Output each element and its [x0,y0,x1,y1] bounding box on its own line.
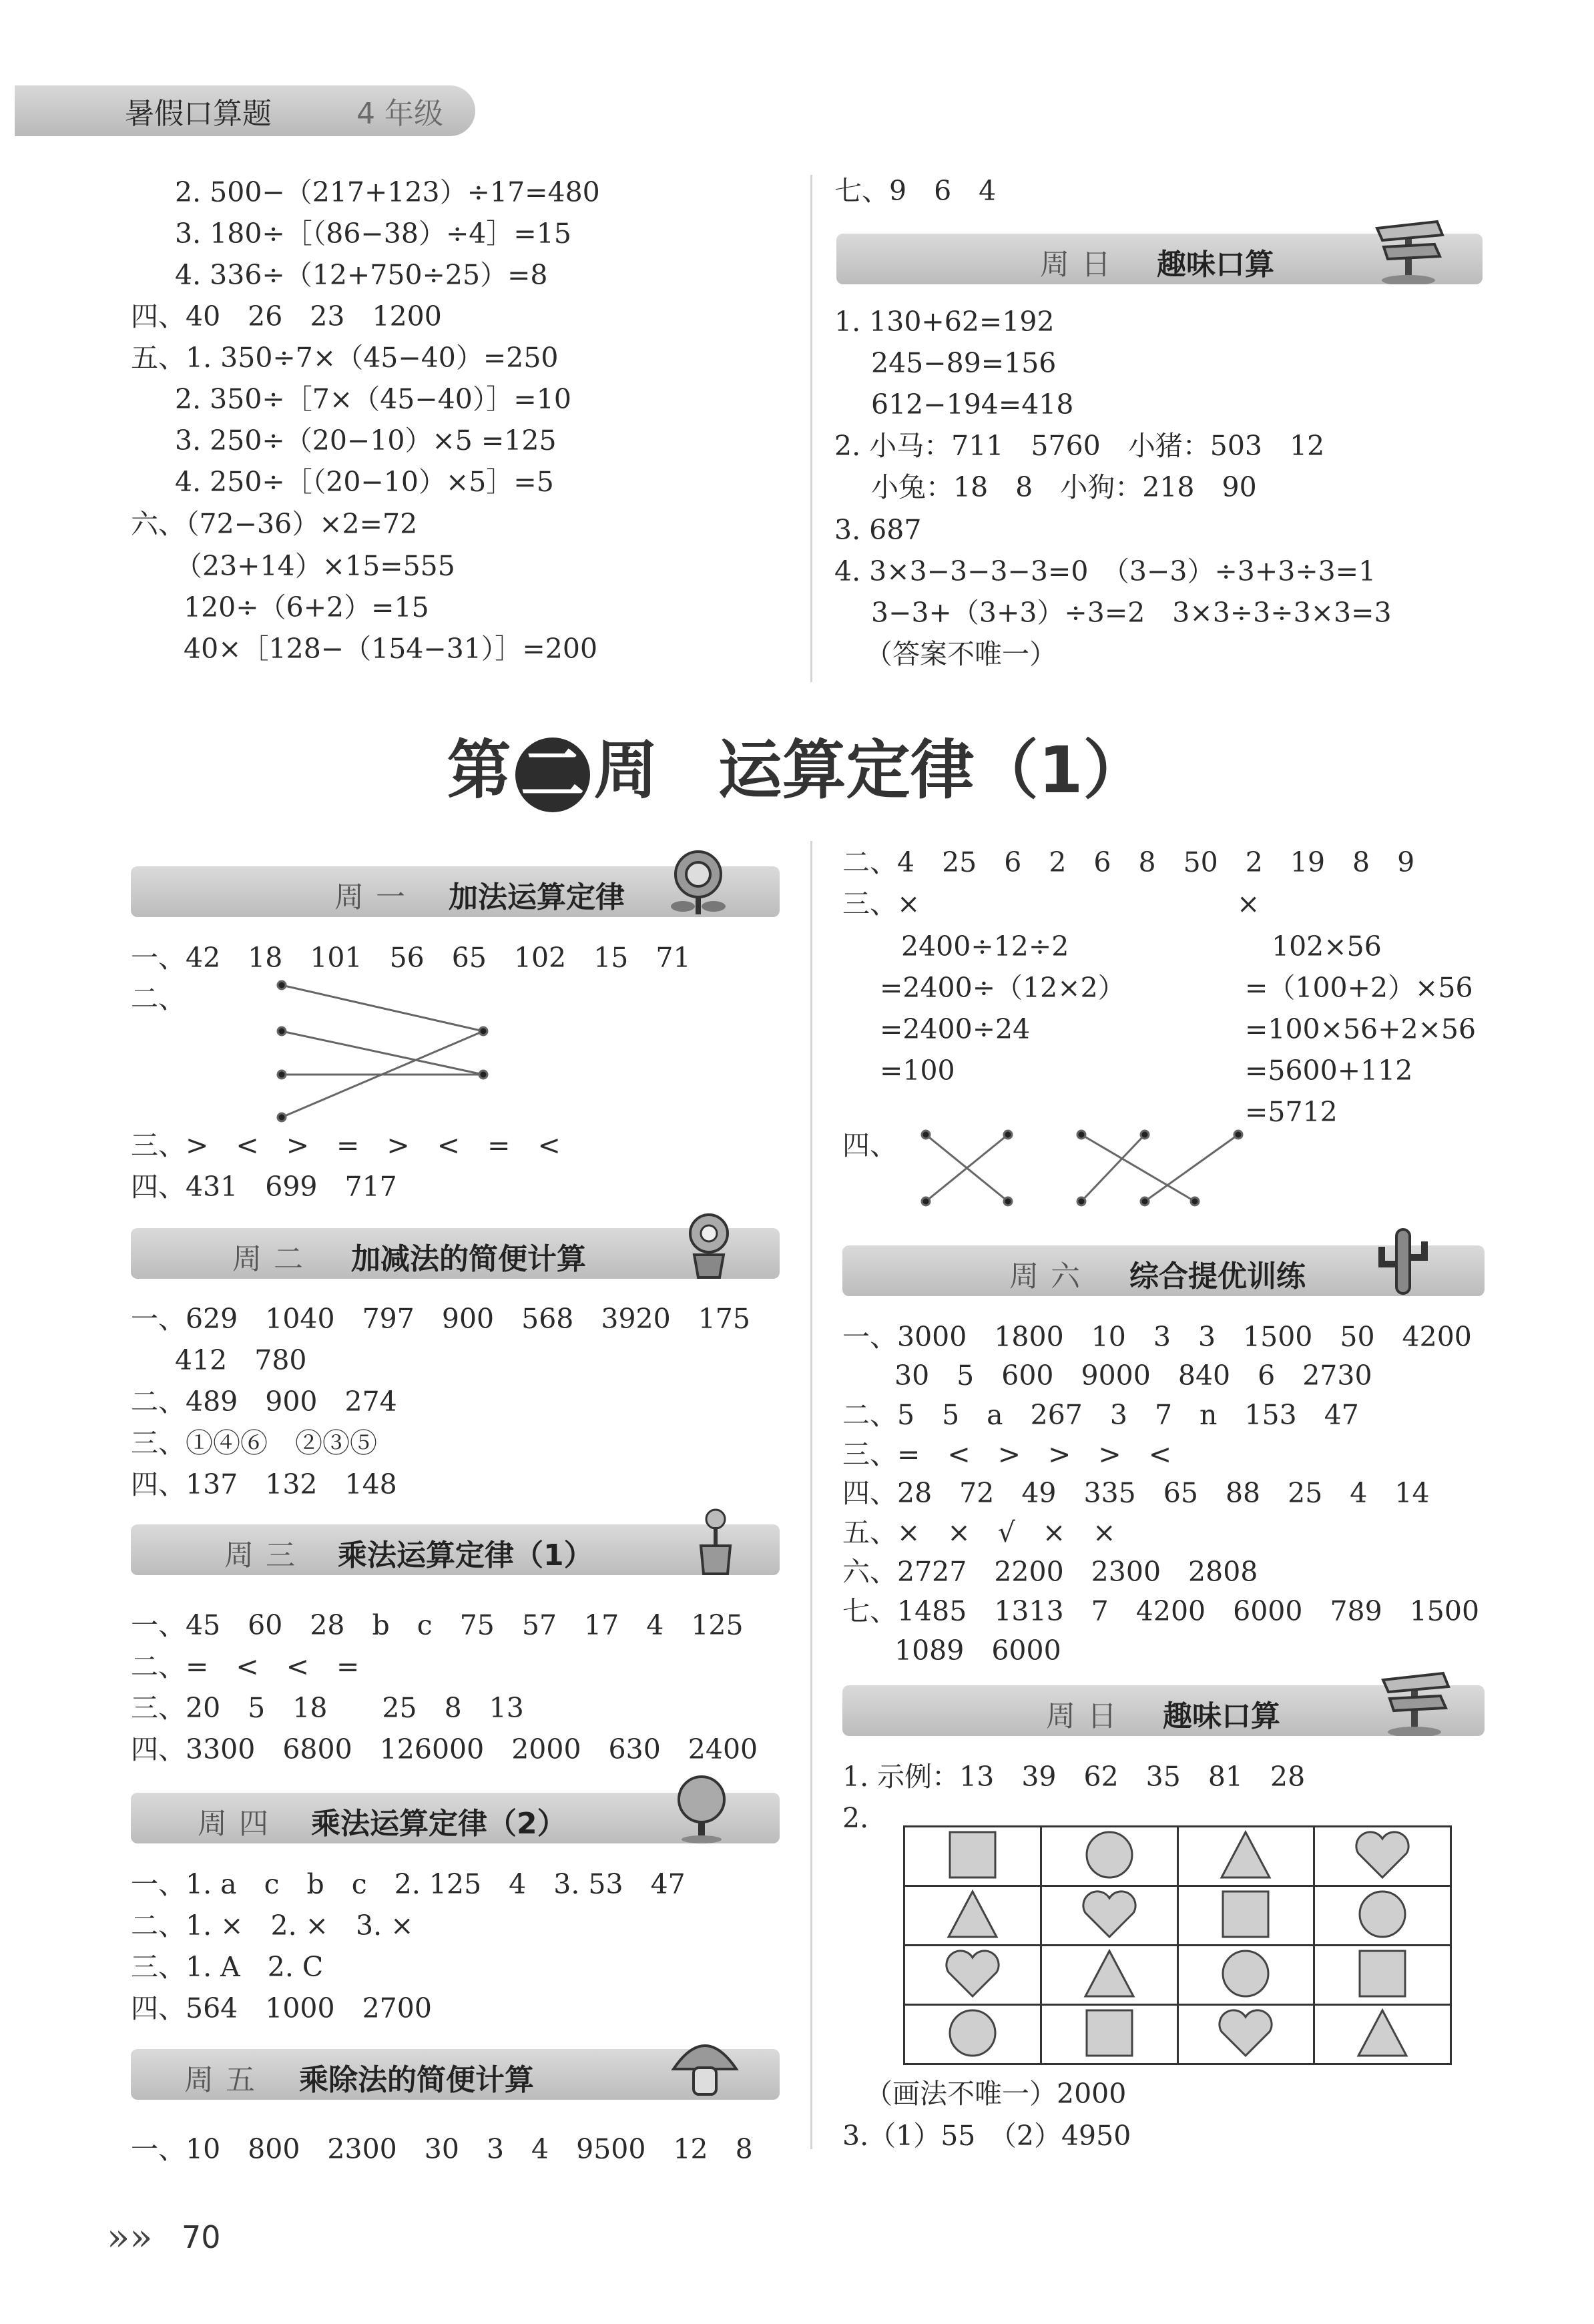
answer-line: （画法不唯一）2000 [865,2078,1127,2110]
grid-cell [1314,1946,1451,2005]
chapter-title [0,719,1594,812]
banner-sunday-1 [836,234,1483,284]
answer-line: 2. 350÷［7×（45−40）］=10 [175,383,571,415]
answer-line: 三、× [842,888,920,920]
grid-cell [1314,1886,1451,1946]
answer-line: =（100+2）×56 [1245,972,1473,1004]
grid-cell [1041,2005,1177,2064]
triangle-shape [1081,1947,1137,2000]
flower-pot-icon [677,1211,741,1280]
chapter-prefix: 第 [447,733,511,808]
answer-line: =5600+112 [1245,1055,1413,1087]
triangle-shape [1354,2006,1410,2060]
answer-line: 四、40 26 23 1200 [131,300,442,332]
grid-cell [904,2005,1041,2064]
answer-line: 245−89=156 [871,347,1057,379]
answer-line: × [1237,888,1260,920]
chevrons-icon: »» [107,2216,153,2259]
header-tab [15,85,475,136]
heart-shape [942,1947,1003,2000]
answer-line: 2. 小马：711 5760 小猪：503 12 [834,430,1325,462]
answer-line: =2400÷（12×2） [880,972,1125,1004]
grid-cell [1177,1946,1314,2005]
grid-cell [1177,2005,1314,2064]
banner-day: 周日 [1040,248,1123,282]
banner-wednesday [131,1524,780,1575]
answer-line: 四、28 72 49 335 65 88 25 4 14 [842,1477,1430,1509]
answer-line: =2400÷24 [880,1013,1031,1045]
grid-cell [1177,1886,1314,1946]
column-divider-bottom [810,841,812,2149]
banner-title: 乘除法的简便计算 [299,2063,534,2097]
answer-line: 二、1. × 2. × 3. × [131,1910,414,1942]
answer-line: 七、1485 1313 7 4200 6000 789 1500 [842,1595,1480,1627]
answer-line: =5712 [1245,1096,1338,1128]
answer-line: （答案不唯一） [865,638,1057,670]
answer-line: 七、9 6 4 [834,175,997,207]
grid-cell [1041,1946,1177,2005]
circle-shape [1219,1947,1272,2000]
answer-line: 二、5 5 a 267 3 7 n 153 47 [842,1399,1359,1431]
answer-line: 四、564 1000 2700 [131,1992,432,2024]
banner-thursday [131,1793,780,1843]
answer-line: 四、137 132 148 [131,1468,397,1500]
column-divider-top [810,175,812,682]
grid-cell [904,1827,1041,1886]
answer-line: 五、× × √ × × [842,1516,1116,1548]
grid-cell [1314,1827,1451,1886]
answer-line: 4. 336÷（12+750÷25）=8 [175,259,548,291]
answer-line: 30 5 600 9000 840 6 2730 [894,1360,1372,1392]
answer-line: 40×［128−（154−31）］=200 [184,633,598,665]
heart-shape [1079,1887,1140,1941]
signpost-icon [1370,212,1450,284]
grid-cell [1041,1827,1177,1886]
banner-day: 周四 [198,1807,280,1841]
answer-line: 一、1. a c b c 2. 125 4 3. 53 47 [131,1868,686,1900]
matching-lines-diagram [274,976,494,1136]
answer-line: 102×56 [1272,930,1382,962]
banner-day: 周二 [232,1242,315,1276]
answer-line: 2. 500−（217+123）÷17=480 [175,176,600,208]
chapter-topic: 运算定律（1） [718,733,1147,808]
grade-label: 4 年级 [356,97,443,131]
answer-line: 4. 3×3−3−3−3=0 （3−3）÷3+3÷3=1 [834,555,1376,587]
banner-day: 周五 [184,2063,267,2097]
answer-line: 120÷（6+2）=15 [184,591,429,623]
answer-line: =100×56+2×56 [1245,1013,1477,1045]
heart-shape [1215,2006,1276,2060]
shape-grid [903,1825,1452,2050]
answer-line: 412 780 [175,1344,307,1376]
answer-line: 3−3+（3+3）÷3=2 3×3÷3÷3×3=3 [871,597,1392,629]
answer-line: 1. 示例：13 39 62 35 81 28 [842,1761,1306,1793]
banner-sunday-2 [842,1685,1485,1736]
square-shape [946,1828,999,1881]
answer-line: 2. [842,1802,869,1834]
answer-line: 一、629 1040 797 900 568 3920 175 [131,1303,750,1335]
grid-cell [1314,2005,1451,2064]
banner-day: 周三 [224,1538,307,1572]
answer-line: 小兔：18 8 小狗：218 90 [871,471,1257,503]
answer-line: 1089 6000 [894,1635,1061,1667]
answer-line: 二、= < < = [131,1651,360,1683]
banner-title: 趣味口算 [1157,248,1274,282]
banner-tuesday [131,1228,780,1279]
answer-line: 4. 250÷［（20−10）×5］=5 [175,466,554,498]
cross-lines-diagram [918,1125,1265,1212]
square-shape [1083,2006,1136,2060]
grid-cell [904,1886,1041,1946]
answer-line: 二、4 25 6 2 6 8 50 2 19 8 9 [842,846,1415,878]
answer-line: 二、 [131,982,186,1014]
answer-line: 3. 250÷（20−10）×5 =125 [175,424,557,457]
answer-line: 1. 130+62=192 [834,306,1055,338]
answer-line: 一、45 60 28 b c 75 57 17 4 125 [131,1609,744,1641]
answer-line: 三、1. A 2. C [131,1951,324,1983]
answer-line: 一、42 18 101 56 65 102 15 71 [131,942,691,974]
triangle-shape [1218,1828,1274,1881]
circle-shape [1083,1828,1136,1881]
square-shape [1219,1887,1272,1941]
answer-line: 三、> < > = > < = < [131,1129,561,1161]
answer-line: 3.（1）55 （2）4950 [842,2120,1131,2152]
answer-line: 五、1. 350÷7×（45−40）=250 [131,342,559,374]
heart-shape [1352,1828,1413,1881]
answer-line: 四、431 699 717 [131,1171,397,1203]
answer-line: 三、20 5 18 25 8 13 [131,1692,524,1724]
banner-title: 乘法运算定律（1） [338,1538,593,1572]
banner-day: 周日 [1046,1699,1129,1733]
banner-title: 乘法运算定律（2） [311,1807,567,1841]
square-shape [1356,1947,1409,2000]
banner-saturday [842,1245,1485,1296]
circle-shape [946,2006,999,2060]
banner-title: 趣味口算 [1163,1699,1280,1733]
answer-line: 六、2727 2200 2300 2808 [842,1556,1258,1588]
answer-line: 三、= < > > > < [842,1438,1172,1470]
mushroom-icon [668,2029,742,2100]
banner-monday [131,866,780,917]
answer-line: 3. 687 [834,514,922,546]
cactus-icon [1371,1224,1435,1296]
answer-line: 612−194=418 [871,388,1074,420]
answer-line: 六、（72−36）×2=72 [131,508,418,540]
answer-line: 二、489 900 274 [131,1386,397,1418]
plant-pot-icon [689,1504,742,1575]
banner-day: 周一 [334,880,417,914]
banner-day: 周六 [1009,1259,1092,1293]
banner-title: 综合提优训练 [1129,1259,1306,1293]
answer-line: 一、3000 1800 10 3 3 1500 50 4200 [842,1321,1472,1353]
grid-cell [1177,1827,1314,1886]
triangle-shape [945,1887,1001,1941]
answer-line: （23+14）×15=555 [175,550,455,582]
circle-shape [1356,1887,1409,1941]
chapter-number: 二 [515,738,590,812]
signpost-icon [1376,1664,1456,1736]
grid-cell [904,1946,1041,2005]
answer-line: 四、3300 6800 126000 2000 630 2400 [131,1733,758,1765]
answer-line: 2400÷12÷2 [901,930,1069,962]
book-title: 暑假口算题 [125,97,272,131]
banner-friday [131,2049,780,2100]
grid-cell [1041,1886,1177,1946]
answer-line: 四、 [842,1129,897,1161]
answer-line: 3. 180÷［（86−38）÷4］=15 [175,218,571,250]
tree-icon [665,1773,738,1843]
chapter-suffix: 周 [593,733,658,808]
banner-title: 加法运算定律 [449,880,625,914]
answer-line: 一、10 800 2300 30 3 4 9500 12 8 [131,2133,753,2165]
answer-line: =100 [880,1055,955,1087]
page-number: 70 [182,2219,221,2255]
banner-title: 加减法的简便计算 [351,1242,586,1276]
flower-icon [661,848,735,917]
answer-line: 三、①④⑥ ②③⑤ [131,1427,377,1459]
